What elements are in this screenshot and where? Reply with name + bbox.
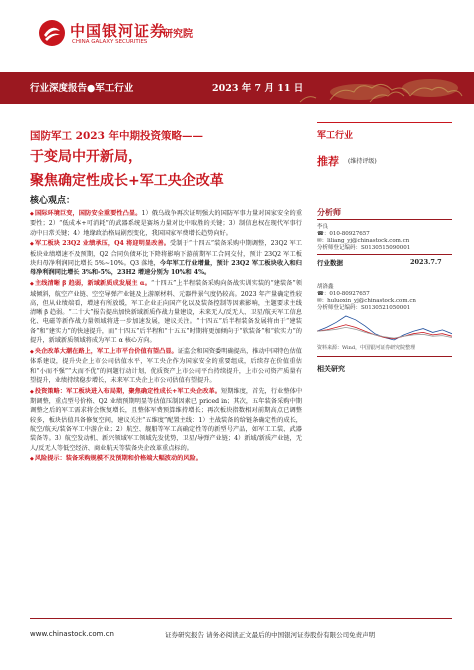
analyst-name: 李良 (317, 224, 329, 230)
paragraph-heading: 主线清晰 β 趋弱，新域新质成发展主 α。 (34, 280, 152, 288)
paragraph-text: 短期维度，首先，行业整体中期调整，重点型号价格、Q2 业绩预期明显等估值压制因素已 priced in；其次，五年装备采购中期调整之后的军工需求将会恢复增长，且整体军费预算维持增长；再次板块指数相对前期高点已调整较多，板块估值具备修复空间，建议关注“五维度”配置主线：1）主战装备的给链条确定性的成长，航空/航天/装备军工中游企业；2）航空、舰船等军工高确定性等的新型号产品，如军工工装、武器装备等。3）航空发动机、新兴领域军工领域先发优势，卫星/导弹产业链；4）新域/新质产业链，无人/反无人等低空经济、商业航天等装备央企改革重点标的。 (30, 387, 303, 452)
department-label: 研究院 (163, 29, 193, 40)
paragraph (30, 387, 302, 453)
bullet-icon: ◆ (30, 388, 34, 395)
footer-disclaimer: 证券研究报告 请务必阅读正文最后的中国银河证券股份有限公司免责声明 (165, 631, 376, 639)
brand-name-cn: 中国银河证券 (70, 22, 167, 40)
paragraph (30, 279, 302, 345)
paragraph (30, 209, 302, 238)
paragraph (30, 239, 302, 277)
paragraph-heading: 军工板块 23Q2 业绩承压，Q4 将迎明显改善。 (34, 240, 171, 248)
galaxy-logo-icon (38, 19, 66, 47)
divider (317, 356, 452, 357)
performance-date: 2023.7.7 (410, 258, 442, 266)
core-view-label: 核心观点： (30, 196, 76, 206)
paragraph-text: 证监会和国资委明确提出，推动中国特色估值体系建设，提升央企上市公司估值水平，军工央企作为国家安全的重要组成，后续存在价值重估和“小而不强”“大而不优”的问题行动计划，优质资产上市公司平台持续提升，上市公司资产质量有望提升，业绩持续稳步增长，未来军工央企上市公司估值有望提升。 (30, 347, 302, 384)
report-banner (0, 72, 474, 104)
divider (317, 219, 452, 220)
risk-warning: 风险提示：装备采购规模不及预期和价格端大幅波动的风险。 (34, 455, 202, 463)
performance-chart (317, 314, 452, 342)
report-type-label: 行业深度报告●军工行业 (30, 83, 134, 94)
paragraph-text: 1）俄乌战争再次证明强大的国防军事力量对国家安全的重要性；2）“低成本+可消耗”的武器系统是赛场力量对比中取胜的关键；3）制信息权在现代军事行动中日常关键；4）地缘政治格局剧烈变化，我国国家军费增长趋势向好。 (30, 210, 303, 237)
paragraph-heading: 央企改革大潮在路上，军工上市平台价值有望凸显。 (34, 347, 178, 355)
report-title-line3: 聚焦确定性成长+军工央企改革 (30, 173, 224, 189)
brand-name-en: CHINA GALAXY SECURITIES (72, 39, 148, 45)
paragraph-heading: 投资策略：军工板块进入布局期，聚焦确定性成长+军工央企改革。 (34, 387, 221, 395)
divider (317, 122, 452, 123)
industry-label: 军工行业 (317, 131, 354, 141)
bullet-icon: ◆ (30, 241, 34, 248)
related-research-header: 相关研究 (317, 364, 345, 373)
rating-note: (维持评级) (348, 158, 377, 165)
chart-source: 资料来源：Wind，中国银河证券研究院整理 (317, 345, 416, 351)
performance-header: 行业数据 (317, 259, 343, 267)
analyst-cert: 分析师登记编码：S0130521050001 (317, 305, 411, 311)
chart-series-line-2 (317, 327, 452, 338)
report-title-line1: 国防军工 2023 年中期投资策略—— (30, 130, 204, 142)
footer-divider (30, 618, 452, 619)
analyst-email[interactable]: ✉：liliang_yj@chinastock.com.cn (317, 238, 410, 244)
analyst-email[interactable]: ✉：huluoxin_yj@chinastock.com.cn (317, 298, 416, 304)
report-body (30, 209, 302, 466)
paragraph-text: “十四五”上半程装备采购向备战实训实装的“建装备”领域倾斜，航空产业链、空空导弹产业链及上游原材料、元器件景气度仍较高。2023 年产量确定性较高，但从业绩端看，增速有所放缓，军工企业正向国产化以及装备控制等因素影响，主题要求主线清晰 β 趋弱。“二十大”报告提出加快新域新质作战力量建设，未来无人/反无人、卫星/航天军工信息化、电磁等新作战力量领域将进一步加速发展，建议关注。“十四五”后半程装备发展将由于“建装备”和“建实力”的快速提升，而“十四五”后半程和“十五五”时期将更加倾向于“软装备”和“软实力”的提升，新域新质领域将成为军工 α 核心方向。 (30, 280, 302, 345)
paragraph (30, 454, 302, 464)
paragraph-text-bold: 今年军工行业增量，预计 23Q2 军工板块收入和归母净利润同比增长 3%和-5%，23H2 增速分别为 10%和 4%。 (30, 260, 302, 277)
paragraph (30, 347, 302, 385)
paragraph-text: 受制于“十四五”装备采购中期调整，23Q2 军工板块业绩增速不及预期，Q2 合同负债环比下降将影响下游前期军工合同交付，预计 23Q2 军工板块归母净利润同比增长 5%~10%。Q3 落地， (30, 240, 302, 268)
footer-url[interactable]: www.chinastock.com.cn (30, 630, 114, 638)
bullet-icon: ◆ (30, 456, 34, 463)
analyst-header: 分析师 (317, 207, 341, 217)
analyst-phone: ☎：010-80927657 (317, 231, 370, 237)
bullet-icon: ◆ (30, 348, 34, 355)
analyst-name: 胡洛鑫 (317, 284, 334, 290)
rating-label: 推荐 (317, 155, 339, 168)
bullet-icon: ◆ (30, 211, 34, 217)
bullet-icon: ◆ (30, 281, 34, 288)
report-title-line2: 于变局中开新局， (30, 149, 142, 165)
report-date: 2023 年 7 月 11 日 (212, 83, 304, 94)
paragraph-heading: 国际环境巨变，国防安全重要性凸显。 (34, 210, 142, 217)
analyst-cert: 分析师登记编码：S0130515090001 (317, 245, 411, 251)
divider (317, 254, 452, 255)
analyst-phone: ☎：010-80927657 (317, 291, 370, 297)
